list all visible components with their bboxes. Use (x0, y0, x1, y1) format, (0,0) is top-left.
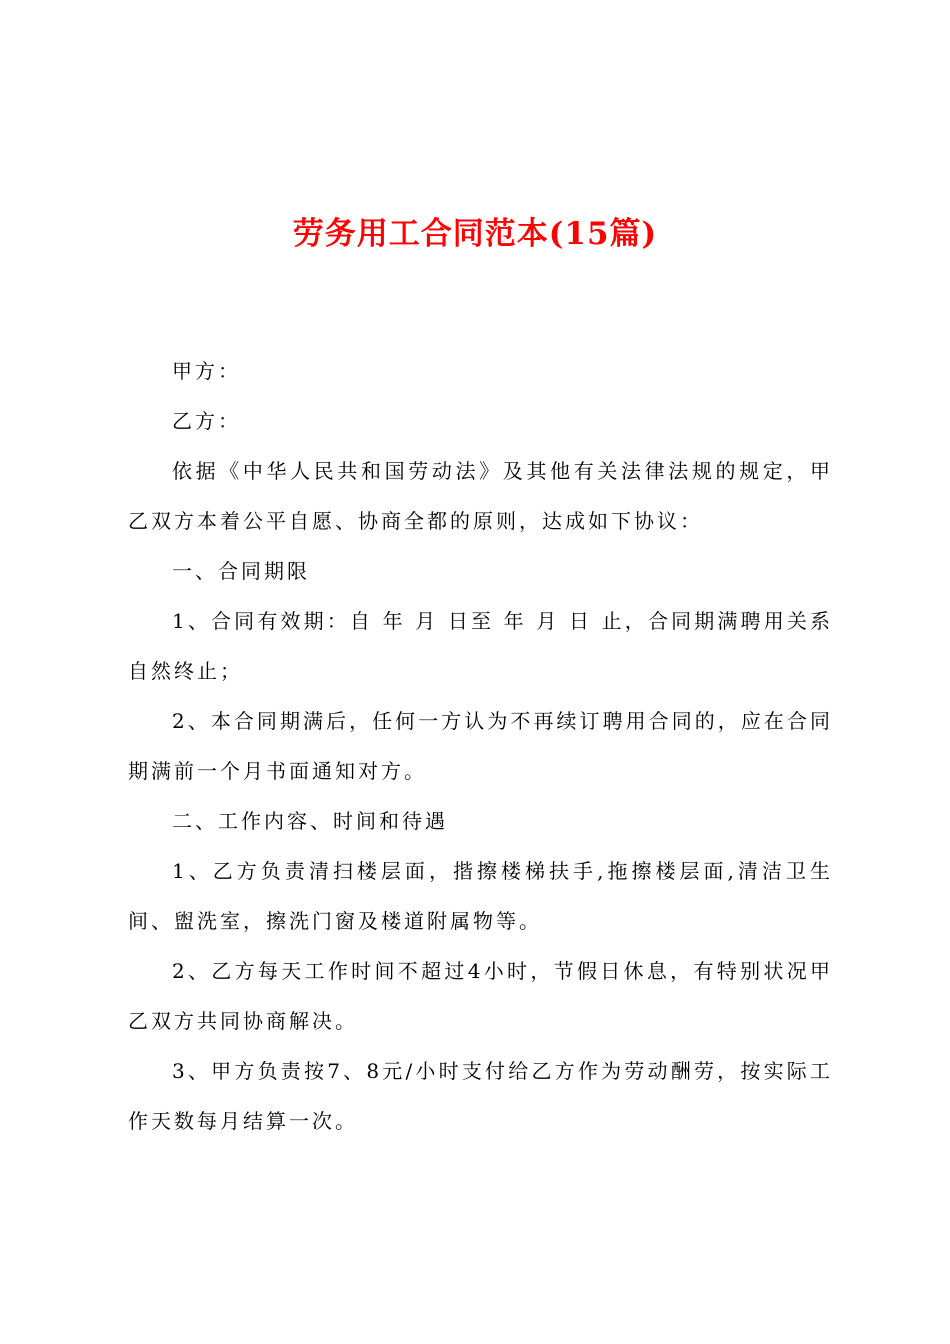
paragraph-party-b: 乙方： (172, 409, 241, 433)
paragraph-work-1: 1、乙方负责清扫楼层面，揩擦楼梯扶手,拖擦楼层面,清洁卫生间、盥洗室，擦洗门窗及楼道附属物等。 (128, 859, 833, 933)
paragraph-work-2: 2、乙方每天工作时间不超过4小时，节假日休息，有特别状况甲乙双方共同协商解决。 (128, 959, 833, 1033)
document-body (128, 346, 833, 1146)
section-heading-work-content: 二、工作内容、时间和待遇 (172, 809, 448, 833)
paragraph-term-2: 2、本合同期满后，任何一方认为不再续订聘用合同的，应在合同期满前一个月书面通知对方。 (128, 709, 833, 783)
paragraph-term-1: 1、合同有效期：自 年 月 日至 年 月 日 止，合同期满聘用关系自然终止； (128, 609, 833, 683)
document-title: 劳务用工合同范本(15篇) (292, 216, 658, 252)
paragraph-preamble: 依据《中华人民共和国劳动法》及其他有关法律法规的规定，甲乙双方本着公平自愿、协商全都的原则，达成如下协议： (128, 459, 833, 533)
paragraph-work-3: 3、甲方负责按7、8元/小时支付给乙方作为劳动酬劳，按实际工作天数每月结算一次。 (128, 1059, 833, 1133)
paragraph-party-a: 甲方： (172, 359, 241, 383)
section-heading-contract-term: 一、合同期限 (172, 559, 310, 583)
